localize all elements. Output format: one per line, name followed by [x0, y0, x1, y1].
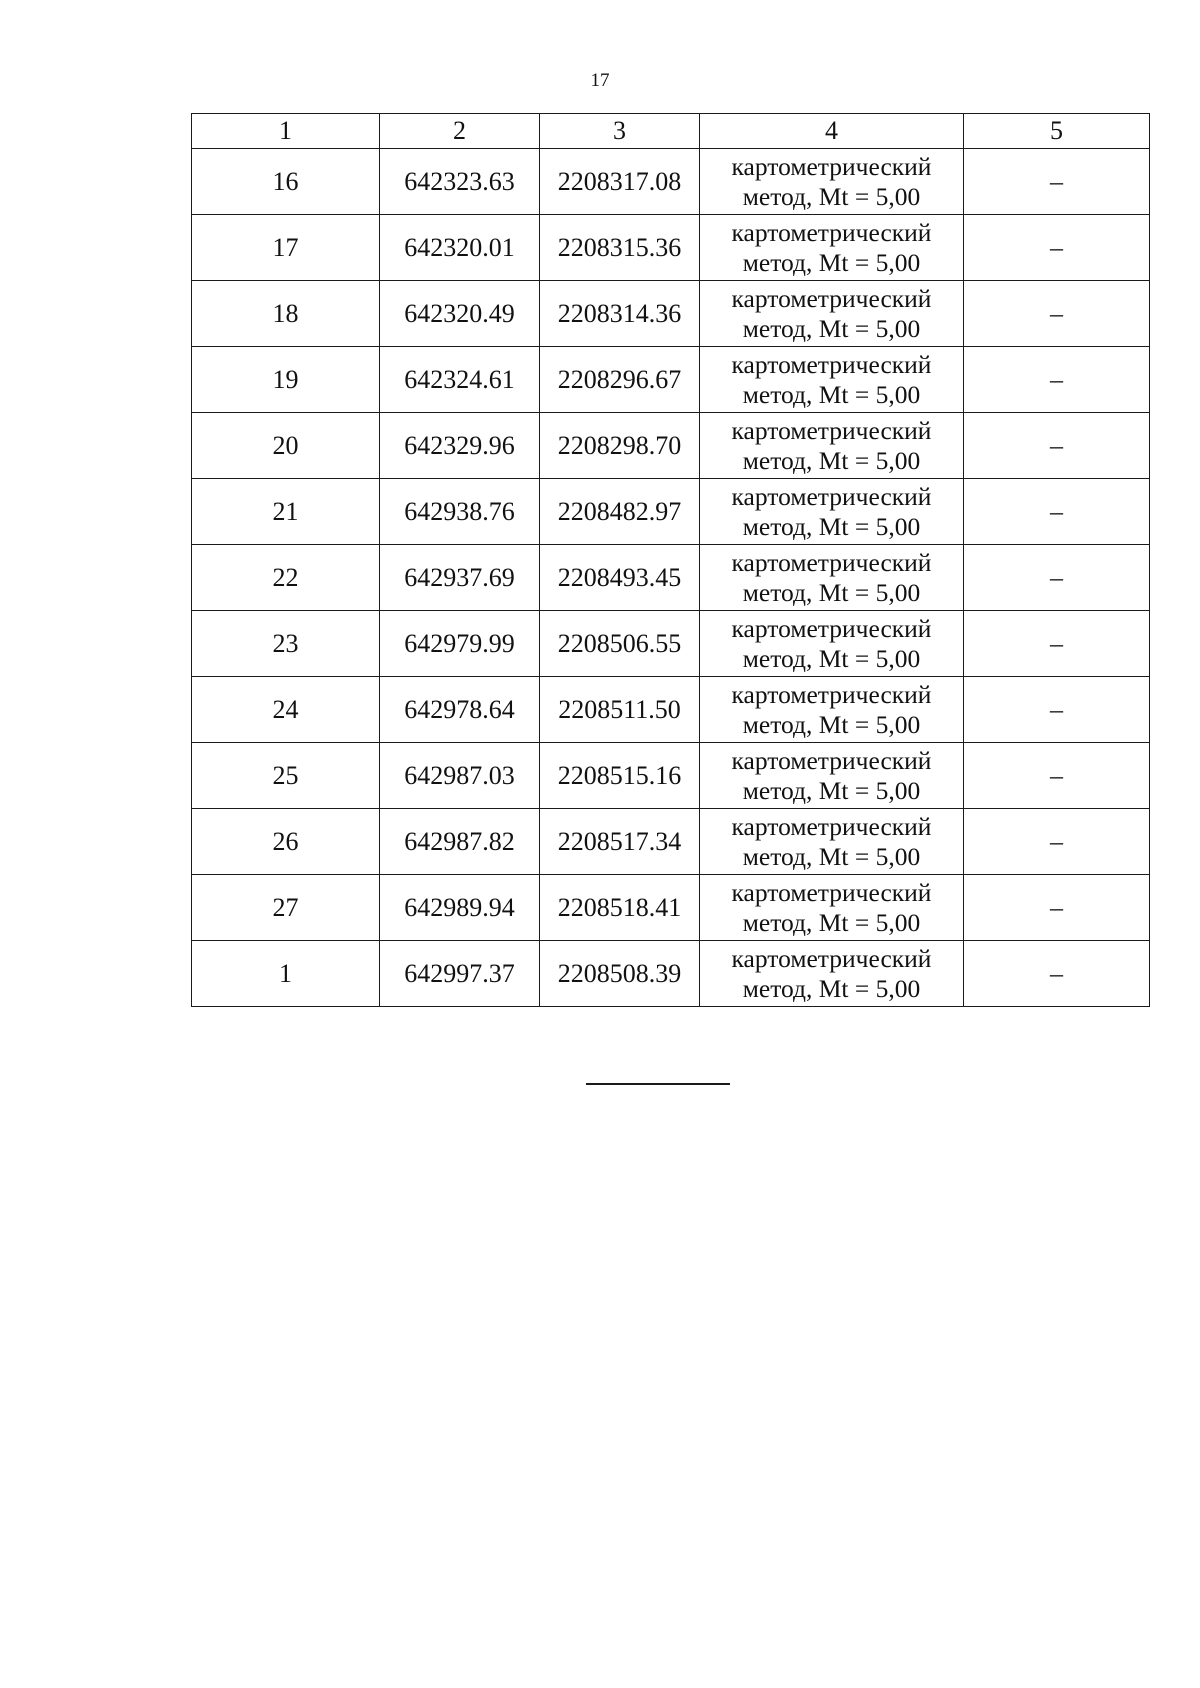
note-cell: –: [964, 479, 1150, 545]
method-line-2: метод, Mt = 5,00: [742, 247, 921, 277]
method-cell: [700, 149, 964, 215]
table-header-row: [192, 114, 1150, 149]
point-number-cell: 24: [192, 677, 380, 743]
method-cell: [700, 347, 964, 413]
method-line-2: метод, Mt = 5,00: [742, 379, 921, 409]
table-row: [192, 677, 1150, 743]
method-cell: [700, 215, 964, 281]
y-coordinate-cell: 2208515.16: [540, 743, 700, 809]
point-number-cell: 23: [192, 611, 380, 677]
y-coordinate-cell: 2208314.36: [540, 281, 700, 347]
method-line-1: картометрический: [731, 217, 932, 247]
y-coordinate-cell: 2208493.45: [540, 545, 700, 611]
y-coordinate-cell: 2208518.41: [540, 875, 700, 941]
note-cell: –: [964, 941, 1150, 1007]
point-number-cell: 25: [192, 743, 380, 809]
method-cell: [700, 479, 964, 545]
x-coordinate-cell: 642320.01: [380, 215, 540, 281]
method-line-1: картометрический: [731, 613, 932, 643]
method-line-2: метод, Mt = 5,00: [742, 709, 921, 739]
method-line-1: картометрический: [731, 811, 932, 841]
method-line-1: картометрический: [731, 877, 932, 907]
table-row: [192, 347, 1150, 413]
method-line-1: картометрический: [731, 415, 932, 445]
y-coordinate-cell: 2208511.50: [540, 677, 700, 743]
y-coordinate-cell: 2208317.08: [540, 149, 700, 215]
note-cell: –: [964, 809, 1150, 875]
method-line-2: метод, Mt = 5,00: [742, 511, 921, 541]
x-coordinate-cell: 642937.69: [380, 545, 540, 611]
table-row: [192, 941, 1150, 1007]
y-coordinate-cell: 2208517.34: [540, 809, 700, 875]
method-line-2: метод, Mt = 5,00: [742, 973, 921, 1003]
method-line-1: картометрический: [731, 547, 932, 577]
method-line-2: метод, Mt = 5,00: [742, 577, 921, 607]
table-row: [192, 875, 1150, 941]
note-cell: –: [964, 677, 1150, 743]
method-cell: [700, 743, 964, 809]
point-number-cell: 16: [192, 149, 380, 215]
method-line-1: картометрический: [731, 679, 932, 709]
table-row: [192, 215, 1150, 281]
method-line-2: метод, Mt = 5,00: [742, 841, 921, 871]
point-number-cell: 17: [192, 215, 380, 281]
method-cell: [700, 677, 964, 743]
table-row: [192, 281, 1150, 347]
method-cell: [700, 281, 964, 347]
method-line-1: картометрический: [731, 745, 932, 775]
point-number-cell: 1: [192, 941, 380, 1007]
note-cell: –: [964, 743, 1150, 809]
coordinates-table: [191, 113, 1150, 1007]
method-line-2: метод, Mt = 5,00: [742, 643, 921, 673]
method-line-2: метод, Mt = 5,00: [742, 313, 921, 343]
x-coordinate-cell: 642978.64: [380, 677, 540, 743]
method-line-1: картометрический: [731, 481, 932, 511]
method-cell: [700, 413, 964, 479]
x-coordinate-cell: 642329.96: [380, 413, 540, 479]
end-rule: [586, 1083, 730, 1085]
x-coordinate-cell: 642324.61: [380, 347, 540, 413]
point-number-cell: 19: [192, 347, 380, 413]
method-line-1: картометрический: [731, 283, 932, 313]
note-cell: –: [964, 875, 1150, 941]
note-cell: –: [964, 413, 1150, 479]
column-header: 2: [380, 114, 540, 149]
y-coordinate-cell: 2208482.97: [540, 479, 700, 545]
note-cell: –: [964, 347, 1150, 413]
x-coordinate-cell: 642987.03: [380, 743, 540, 809]
method-line-2: метод, Mt = 5,00: [742, 445, 921, 475]
point-number-cell: 27: [192, 875, 380, 941]
note-cell: –: [964, 281, 1150, 347]
method-line-2: метод, Mt = 5,00: [742, 181, 921, 211]
column-header: 3: [540, 114, 700, 149]
method-cell: [700, 941, 964, 1007]
note-cell: –: [964, 611, 1150, 677]
point-number-cell: 18: [192, 281, 380, 347]
x-coordinate-cell: 642323.63: [380, 149, 540, 215]
page-number: 17: [590, 70, 610, 91]
x-coordinate-cell: 642938.76: [380, 479, 540, 545]
method-line-2: метод, Mt = 5,00: [742, 775, 921, 805]
point-number-cell: 22: [192, 545, 380, 611]
y-coordinate-cell: 2208506.55: [540, 611, 700, 677]
y-coordinate-cell: 2208296.67: [540, 347, 700, 413]
method-line-1: картометрический: [731, 151, 932, 181]
method-line-1: картометрический: [731, 349, 932, 379]
table-body: [192, 149, 1150, 1007]
table-row: [192, 413, 1150, 479]
x-coordinate-cell: 642997.37: [380, 941, 540, 1007]
x-coordinate-cell: 642320.49: [380, 281, 540, 347]
method-cell: [700, 611, 964, 677]
column-header: 5: [964, 114, 1150, 149]
table-row: [192, 545, 1150, 611]
table-row: [192, 809, 1150, 875]
table-row: [192, 479, 1150, 545]
x-coordinate-cell: 642989.94: [380, 875, 540, 941]
note-cell: –: [964, 149, 1150, 215]
method-cell: [700, 809, 964, 875]
method-cell: [700, 545, 964, 611]
method-line-2: метод, Mt = 5,00: [742, 907, 921, 937]
point-number-cell: 21: [192, 479, 380, 545]
column-header: 4: [700, 114, 964, 149]
table-row: [192, 149, 1150, 215]
note-cell: –: [964, 215, 1150, 281]
column-header: 1: [192, 114, 380, 149]
point-number-cell: 20: [192, 413, 380, 479]
method-line-1: картометрический: [731, 943, 932, 973]
x-coordinate-cell: 642987.82: [380, 809, 540, 875]
y-coordinate-cell: 2208298.70: [540, 413, 700, 479]
y-coordinate-cell: 2208508.39: [540, 941, 700, 1007]
table-row: [192, 611, 1150, 677]
method-cell: [700, 875, 964, 941]
x-coordinate-cell: 642979.99: [380, 611, 540, 677]
point-number-cell: 26: [192, 809, 380, 875]
table-row: [192, 743, 1150, 809]
y-coordinate-cell: 2208315.36: [540, 215, 700, 281]
note-cell: –: [964, 545, 1150, 611]
